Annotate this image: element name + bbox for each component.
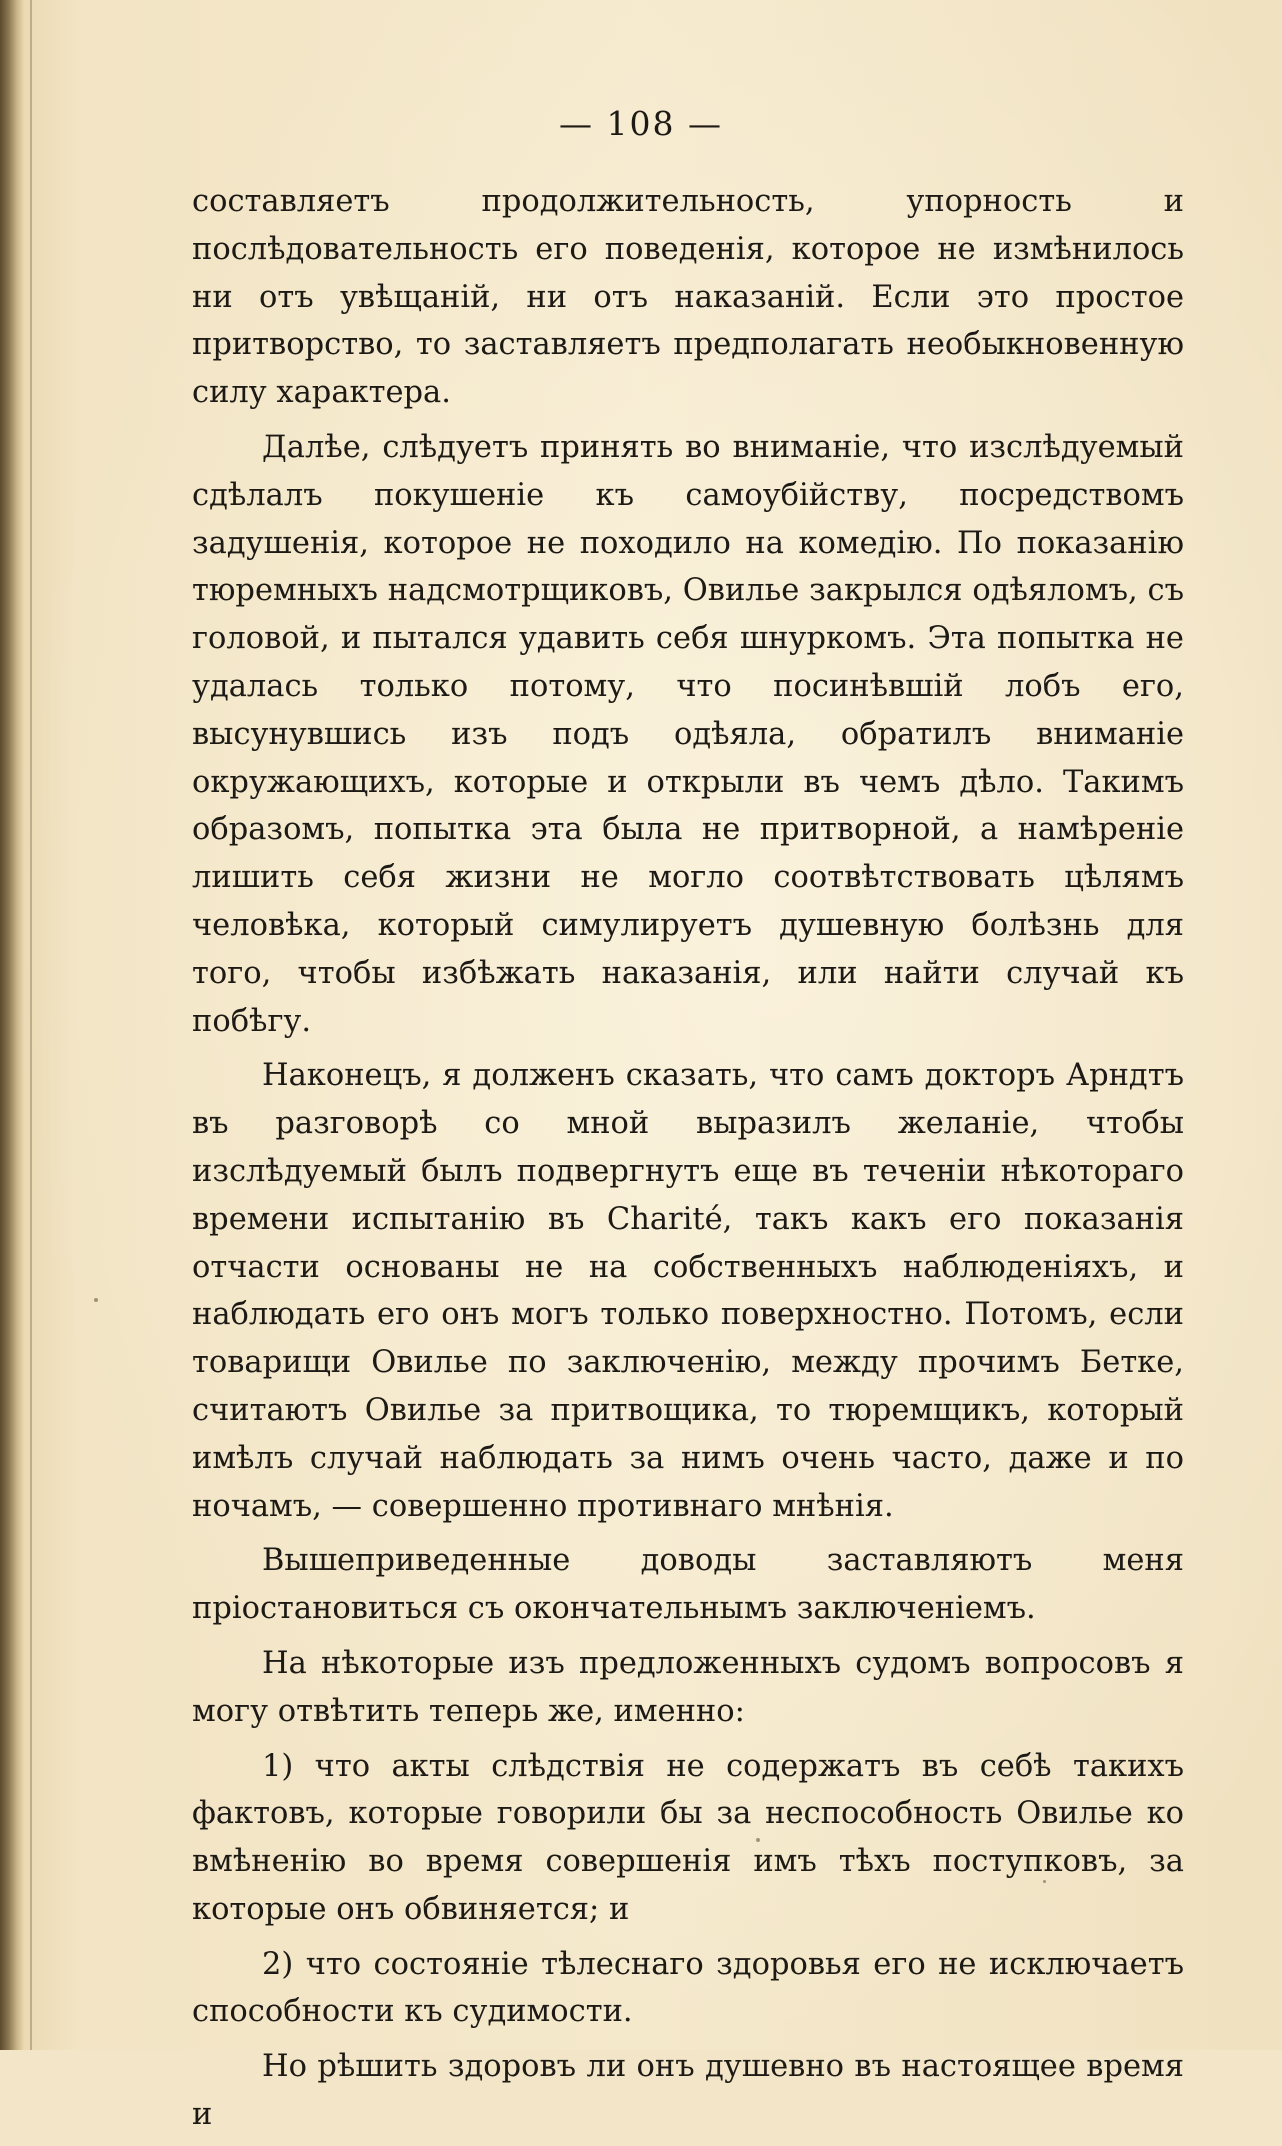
page-number: — 108 — [559, 104, 723, 143]
paragraph-final-fragment: Но рѣшить здоровъ ли онъ душевно въ настоящее время и [192, 2049, 1184, 2133]
paragraph-suicide-attempt: Далѣе, слѣдуетъ принять во вниманіе, что изслѣдуемый сдѣлалъ покушеніе къ самоубійству, посредствомъ задушенія, которое не походило на комедію. По показанію тюремныхъ надсмотрщиковъ, Овилье закрылся одѣяломъ, съ головой, и пытался удавить себя шнуркомъ. Эта попытка не удалась только потому, что посинѣвшій лобъ его, высунувшись изъ подъ одѣяла, обратилъ вниманіе окружающихъ, которые и открыли въ чемъ дѣло. Такимъ образомъ, попытка эта была не притворной, а намѣреніе лишить себя жизни не могло соотвѣтствовать цѣлямъ человѣка, который симулируетъ душевную болѣзнь для того, чтобы избѣжать наказанія, или найти случай къ побѣгу. [192, 429, 1184, 1039]
book-spine-shadow [0, 0, 24, 2050]
paragraph-suspend-conclusion: Вышеприведенные доводы заставляютъ меня пріостановиться съ окончательнымъ заключеніемъ. [192, 1543, 1184, 1627]
paragraph-continued: составляетъ продолжительность, упорность и послѣдовательность его поведенія, которое не измѣнилось ни отъ увѣщаній, ни отъ наказаній. Если это простое притворство, то заставляетъ предполагать необыкновенную силу характера. [192, 184, 1184, 411]
paragraph-answer-2: 2) что состояніе тѣлеснаго здоровья его не исключаетъ способности къ судимости. [192, 1946, 1184, 2030]
paper-speck [1043, 1880, 1046, 1883]
paper-speck [94, 1298, 98, 1302]
page-body-text [192, 178, 1184, 2146]
paper-speck [756, 1838, 760, 1842]
paragraph-doctor-arndt: Наконецъ, я долженъ сказать, что самъ докторъ Арндтъ въ разговорѣ со мной выразилъ желаніе, чтобы изслѣдуемый былъ подвергнутъ еще въ теченіи нѣкотораго времени испытанію въ Charité, такъ какъ его показанія отчасти основаны не на собственныхъ наблюденіяхъ, и наблюдать его онъ могъ только поверхностно. Потомъ, если товарищи Овилье по заключенію, между прочимъ Бетке, считаютъ Овилье за притвощика, то тюремщикъ, который имѣлъ случай наблюдать за нимъ очень часто, даже и по ночамъ, — совершенно противнаго мнѣнія. [192, 1058, 1184, 1524]
gutter-line [30, 0, 32, 2050]
paragraph-answer-1: 1) что акты слѣдствія не содержатъ въ себѣ такихъ фактовъ, которые говорили бы за неспособность Овилье ко вмѣненію во время совершенія имъ тѣхъ поступковъ, за которые онъ обвиняется; и [192, 1748, 1184, 1927]
paragraph-court-questions: На нѣкоторые изъ предложенныхъ судомъ вопросовъ я могу отвѣтить теперь же, именно: [192, 1645, 1184, 1729]
